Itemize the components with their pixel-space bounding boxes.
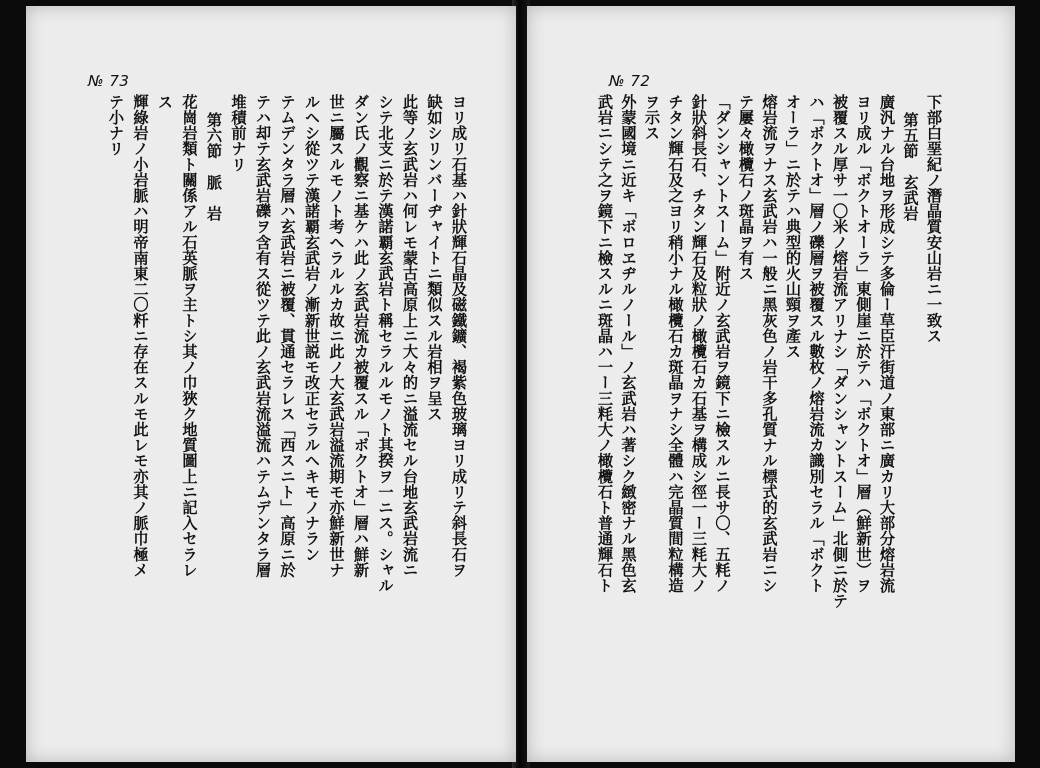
text-column: 世ニ屬スルモノト考ヘラルルカ故ニ此ノ大玄武岩溢流期モ亦鮮新世ナ: [327, 94, 346, 578]
text-column: ハ「ボクトオ」層ノ礫層ヲ被覆スル數枚ノ熔岩流カ識別セラル「ボクト: [807, 94, 826, 594]
page-number: № 73: [88, 72, 130, 90]
text-column: テ小ナリ: [107, 94, 125, 157]
text-column: チタン輝石及之ヨリ稍小ナル橄欖石カ斑晶ヲナシ全體ハ完晶質間粒構造: [666, 94, 685, 594]
text-column: 缺如シリンバーヂャイトニ類似スル岩相ヲ呈ス: [425, 94, 444, 422]
text-column: ヨリ成リ石基ハ針狀輝石晶及磁鐵鑛、褐紫色玻璃ヨリ成リテ斜長石ヲ: [450, 94, 468, 578]
text-column: 外蒙國境ニ近キ「ボロヱヂルノール」ノ玄武岩ハ著シク緻密ナル黑色玄: [619, 94, 638, 594]
text-column: ダン氏ノ觀察ニ基ケハ此ノ玄武岩流カ被覆スル「ボクトオ」層ハ鮮新: [352, 94, 370, 578]
text-column: ヨリ成ル「ボクトオーラ」東側崖ニ於テハ「ボクトオ」層（鮮新世）ヲ: [854, 94, 873, 594]
section-heading: 第六節 脈 岩: [205, 112, 223, 222]
text-column: 堆積前ナリ: [229, 94, 248, 172]
page-number: № 72: [609, 72, 651, 90]
text-column: 武岩ニシテ之ヲ鏡下ニ檢スルニ斑晶ハ一ー三粍大ノ橄欖石ト普通輝石ト: [596, 94, 614, 594]
text-column: オーラ」ニ於テハ典型的火山頸ヲ產ス: [784, 94, 802, 360]
text-column: 輝綠岩ノ小岩脈ハ明帝南東二〇粁ニ存在スルモ此レモ亦其ノ脈巾極メ: [131, 94, 150, 578]
text-column: 下部白堊紀ノ潛晶質安山岩ニ一致ス: [925, 94, 943, 344]
left-page: [26, 6, 516, 762]
text-column: 針狀斜長石、チタン輝石及粒狀ノ橄欖石カ石基ヲ構成シ徑一ー三粍大ノ: [690, 94, 708, 594]
right-page: [527, 6, 1015, 762]
text-column: 花崗岩類ト關係アル石英脈ヲ主トシ其ノ巾狹ク地質圖上ニ記入セラレ: [180, 94, 199, 578]
text-column: 廣汎ナル台地ヲ形成シテ多倫ー草臣汗街道ノ東部ニ廣カリ大部分熔岩流: [878, 94, 896, 594]
text-column: シテ北支ニ於テ漢諾覇玄武岩ト稱セラルルモノト其揆ヲ一ニス。シャル: [376, 94, 395, 594]
text-column: ルヘシ從ツテ漢諾覇玄武岩ノ漸新世説モ改正セラルヘキモノナラン: [303, 94, 321, 562]
text-column: テ屢々橄欖石ノ斑晶ヲ有ス: [737, 94, 755, 282]
section-heading: 第五節 玄武岩: [901, 112, 920, 222]
text-column: 此等ノ玄武岩ハ何レモ蒙古高原上ニ大々的ニ溢流セル台地玄武岩流ニ: [401, 94, 419, 578]
text-column: 被覆スル厚サ一〇米ノ熔岩流アリナシ「ダンシャントスーム」北側ニ於テ: [831, 94, 849, 609]
text-column: テハ却テ玄武岩礫ヲ含有ス從ツテ此ノ玄武岩流溢流ハテムデンタラ層: [254, 94, 272, 578]
text-column: 熔岩流ヲナス玄武岩ハ一般ニ黑灰色ノ岩干多孔質ナル標式的玄武岩ニシ: [760, 94, 779, 594]
text-column: ス: [156, 94, 174, 110]
text-columns: [589, 94, 942, 609]
text-column: 「ダンシャントスーム」附近ノ玄武岩ヲ鏡下ニ檢スルニ長サ〇、五粍ノ: [713, 94, 732, 594]
text-column: ヲ示ス: [643, 94, 661, 141]
text-columns: [99, 94, 467, 593]
text-column: テムデンタラ層ハ玄武岩ニ被覆、貫通セラレス「西スニト」高原ニ於: [278, 94, 297, 578]
